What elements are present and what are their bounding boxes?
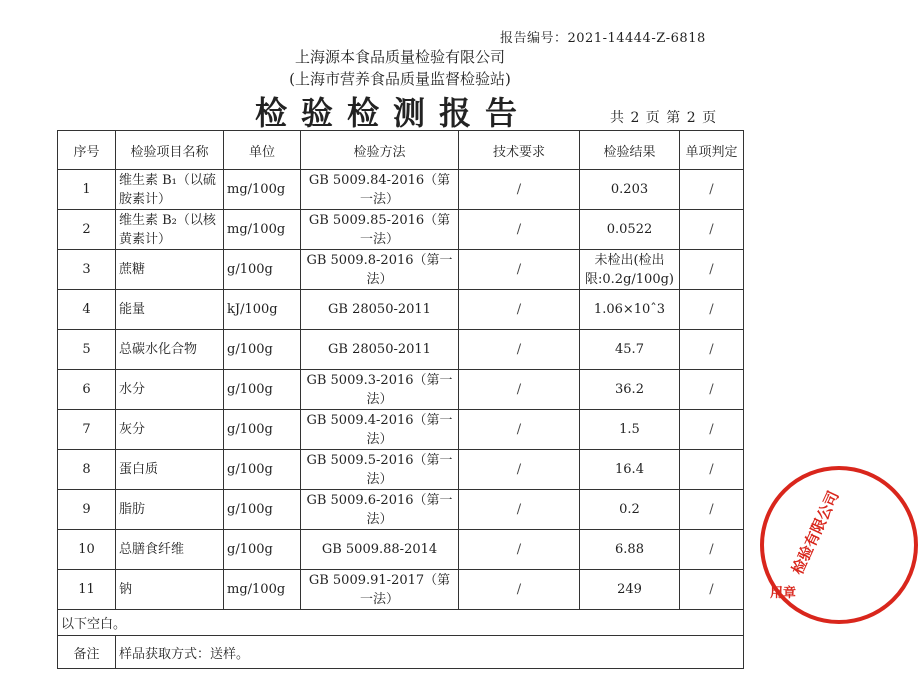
cell-method: GB 5009.91-2017（第一法） bbox=[301, 570, 459, 610]
cell-row-number: 3 bbox=[58, 250, 116, 290]
cell-judgement: / bbox=[680, 370, 744, 410]
cell-row-number: 7 bbox=[58, 410, 116, 450]
table-row bbox=[58, 570, 744, 610]
cell-row-number: 8 bbox=[58, 450, 116, 490]
cell-item-name: 维生素 B₁（以硫胺素计） bbox=[116, 170, 224, 210]
cell-result: 36.2 bbox=[580, 370, 680, 410]
cell-judgement: / bbox=[680, 210, 744, 250]
header-judgement: 单项判定 bbox=[680, 131, 744, 170]
cell-result: 0.2 bbox=[580, 490, 680, 530]
station-name: (上海市营养食品质量监督检验站) bbox=[289, 70, 511, 88]
cell-result: 0.0522 bbox=[580, 210, 680, 250]
cell-judgement: / bbox=[680, 250, 744, 290]
cell-result: 16.4 bbox=[580, 450, 680, 490]
table-header-row bbox=[58, 131, 744, 170]
cell-result: 249 bbox=[580, 570, 680, 610]
cell-requirement: / bbox=[459, 530, 580, 570]
cell-method: GB 5009.8-2016（第一法） bbox=[301, 250, 459, 290]
cell-judgement: / bbox=[680, 570, 744, 610]
cell-judgement: / bbox=[680, 410, 744, 450]
remark-label: 备注 bbox=[58, 636, 116, 669]
cell-unit: mg/100g bbox=[224, 570, 301, 610]
header-no: 序号 bbox=[58, 131, 116, 170]
header-method: 检验方法 bbox=[301, 131, 459, 170]
table-row bbox=[58, 250, 744, 290]
cell-row-number: 4 bbox=[58, 290, 116, 330]
cell-result: 0.203 bbox=[580, 170, 680, 210]
report-number: 报告编号：2021-14444-Z-6818 bbox=[500, 31, 706, 46]
cell-row-number: 6 bbox=[58, 370, 116, 410]
cell-result: 6.88 bbox=[580, 530, 680, 570]
blank-note: 以下空白。 bbox=[58, 610, 744, 636]
cell-method: GB 5009.3-2016（第一法） bbox=[301, 370, 459, 410]
remark-row bbox=[58, 636, 744, 669]
table-row bbox=[58, 410, 744, 450]
cell-item-name: 灰分 bbox=[116, 410, 224, 450]
cell-result: 45.7 bbox=[580, 330, 680, 370]
cell-requirement: / bbox=[459, 490, 580, 530]
cell-item-name: 脂肪 bbox=[116, 490, 224, 530]
table-row bbox=[58, 170, 744, 210]
cell-item-name: 水分 bbox=[116, 370, 224, 410]
cell-unit: g/100g bbox=[224, 330, 301, 370]
cell-item-name: 蛋白质 bbox=[116, 450, 224, 490]
cell-unit: g/100g bbox=[224, 530, 301, 570]
seal-sub: 用章 bbox=[770, 586, 797, 601]
cell-judgement: / bbox=[680, 330, 744, 370]
table-row bbox=[58, 370, 744, 410]
header-item: 检验项目名称 bbox=[116, 131, 224, 170]
cell-row-number: 1 bbox=[58, 170, 116, 210]
header-result: 检验结果 bbox=[580, 131, 680, 170]
cell-requirement: / bbox=[459, 170, 580, 210]
cell-row-number: 2 bbox=[58, 210, 116, 250]
cell-unit: kJ/100g bbox=[224, 290, 301, 330]
cell-requirement: / bbox=[459, 570, 580, 610]
cell-judgement: / bbox=[680, 530, 744, 570]
cell-unit: g/100g bbox=[224, 250, 301, 290]
cell-requirement: / bbox=[459, 250, 580, 290]
cell-requirement: / bbox=[459, 290, 580, 330]
cell-unit: mg/100g bbox=[224, 210, 301, 250]
official-seal bbox=[760, 466, 918, 624]
cell-method: GB 5009.85-2016（第一法） bbox=[301, 210, 459, 250]
cell-method: GB 5009.5-2016（第一法） bbox=[301, 450, 459, 490]
cell-requirement: / bbox=[459, 210, 580, 250]
table-row bbox=[58, 290, 744, 330]
cell-item-name: 总碳水化合物 bbox=[116, 330, 224, 370]
cell-result: 1.5 bbox=[580, 410, 680, 450]
company-name: 上海源本食品质量检验有限公司 bbox=[294, 48, 505, 66]
seal-text: 检验有限公司 bbox=[788, 488, 843, 578]
results-table bbox=[57, 130, 744, 669]
cell-judgement: / bbox=[680, 170, 744, 210]
cell-item-name: 钠 bbox=[116, 570, 224, 610]
cell-method: GB 5009.88-2014 bbox=[301, 530, 459, 570]
table-row bbox=[58, 530, 744, 570]
cell-unit: g/100g bbox=[224, 490, 301, 530]
cell-item-name: 总膳食纤维 bbox=[116, 530, 224, 570]
cell-row-number: 5 bbox=[58, 330, 116, 370]
cell-unit: g/100g bbox=[224, 410, 301, 450]
cell-method: GB 5009.6-2016（第一法） bbox=[301, 490, 459, 530]
cell-item-name: 能量 bbox=[116, 290, 224, 330]
blank-row bbox=[58, 610, 744, 636]
remark-value: 样品获取方式：送样。 bbox=[116, 636, 744, 669]
header-unit: 单位 bbox=[224, 131, 301, 170]
cell-result: 未检出(检出限:0.2g/100g) bbox=[580, 250, 680, 290]
cell-requirement: / bbox=[459, 410, 580, 450]
page-indicator: 共 2 页 第 2 页 bbox=[610, 110, 718, 126]
cell-requirement: / bbox=[459, 330, 580, 370]
cell-unit: g/100g bbox=[224, 450, 301, 490]
header-requirement: 技术要求 bbox=[459, 131, 580, 170]
cell-judgement: / bbox=[680, 290, 744, 330]
cell-unit: g/100g bbox=[224, 370, 301, 410]
cell-method: GB 5009.4-2016（第一法） bbox=[301, 410, 459, 450]
cell-unit: mg/100g bbox=[224, 170, 301, 210]
table-row bbox=[58, 330, 744, 370]
report-title: 检验检测报告 bbox=[255, 94, 532, 132]
cell-judgement: / bbox=[680, 450, 744, 490]
cell-method: GB 5009.84-2016（第一法） bbox=[301, 170, 459, 210]
cell-item-name: 维生素 B₂（以核黄素计） bbox=[116, 210, 224, 250]
cell-row-number: 10 bbox=[58, 530, 116, 570]
cell-judgement: / bbox=[680, 490, 744, 530]
cell-requirement: / bbox=[459, 450, 580, 490]
cell-method: GB 28050-2011 bbox=[301, 330, 459, 370]
cell-item-name: 蔗糖 bbox=[116, 250, 224, 290]
table-row bbox=[58, 490, 744, 530]
table-row bbox=[58, 450, 744, 490]
cell-row-number: 9 bbox=[58, 490, 116, 530]
cell-method: GB 28050-2011 bbox=[301, 290, 459, 330]
table-row bbox=[58, 210, 744, 250]
cell-requirement: / bbox=[459, 370, 580, 410]
cell-row-number: 11 bbox=[58, 570, 116, 610]
cell-result: 1.06×10ˆ3 bbox=[580, 290, 680, 330]
